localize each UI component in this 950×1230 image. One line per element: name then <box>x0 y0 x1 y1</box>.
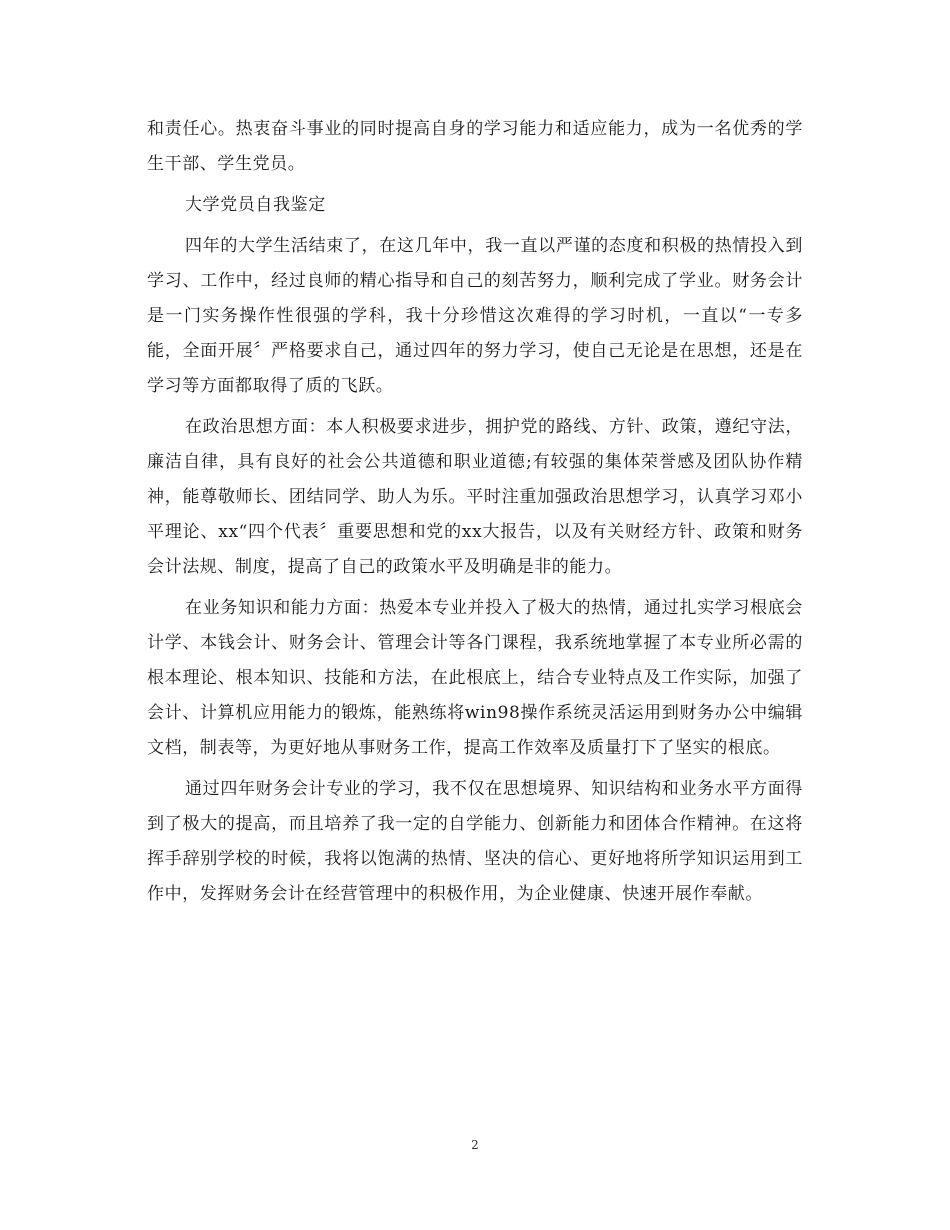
document-body <box>147 112 803 918</box>
page-number: 2 <box>471 1138 479 1152</box>
paragraph-professional: 在业务知识和能力方面：热爱本专业并投入了极大的热情，通过扎实学习根底会计学、本钱会计、财务会计、管理会计等各门课程，我系统地掌握了本专业所必需的根本理论、根本知识、技能和方法，在此根底上，结合专业特点及工作实际，加强了会计、计算机应用能力的锻炼，能熟练将win98操作系统灵活运用到财务办公中编辑文档，制表等，为更好地从事财务工作，提高工作效率及质量打下了坚实的根底。 <box>147 598 803 758</box>
paragraph-conclusion: 通过四年财务会计专业的学习，我不仅在思想境界、知识结构和业务水平方面得到了极大的提高，而且培养了我一定的自学能力、创新能力和团体合作精神。在这将挥手辞别学校的时候，我将以饱满的热情、坚决的信心、更好地将所学知识运用到工作中，发挥财务会计在经营管理中的积极作用，为企业健康、快速开展作奉献。 <box>147 779 803 904</box>
paragraph-political: 在政治思想方面：本人积极要求进步，拥护党的路线、方针、政策，遵纪守法，廉洁自律，具有良好的社会公共道德和职业道德;有较强的集体荣誉感及团队协作精神，能尊敬师长、团结同学、助人为乐。平时注重加强政治思想学习，认真学习邓小平理论、xx“四个代表〞重要思想和党的xx大报告，以及有关财经方针、政策和财务会计法规、制度，提高了自己的政策水平及明确是非的能力。 <box>147 417 803 577</box>
section-heading: 大学党员自我鉴定 <box>185 195 326 215</box>
paragraph-continuation: 和责任心。热衷奋斗事业的同时提高自身的学习能力和适应能力，成为一名优秀的学生干部、学生党员。 <box>147 119 803 174</box>
paragraph-intro: 四年的大学生活结束了，在这几年中，我一直以严谨的态度和积极的热情投入到学习、工作中，经过良师的精心指导和自己的刻苦努力，顺利完成了学业。财务会计是一门实务操作性很强的学科，我十分珍惜这次难得的学习时机，一直以“一专多能，全面开展〞严格要求自己，通过四年的努力学习，使自己无论是在思想，还是在学习等方面都取得了质的飞跃。 <box>147 236 803 396</box>
